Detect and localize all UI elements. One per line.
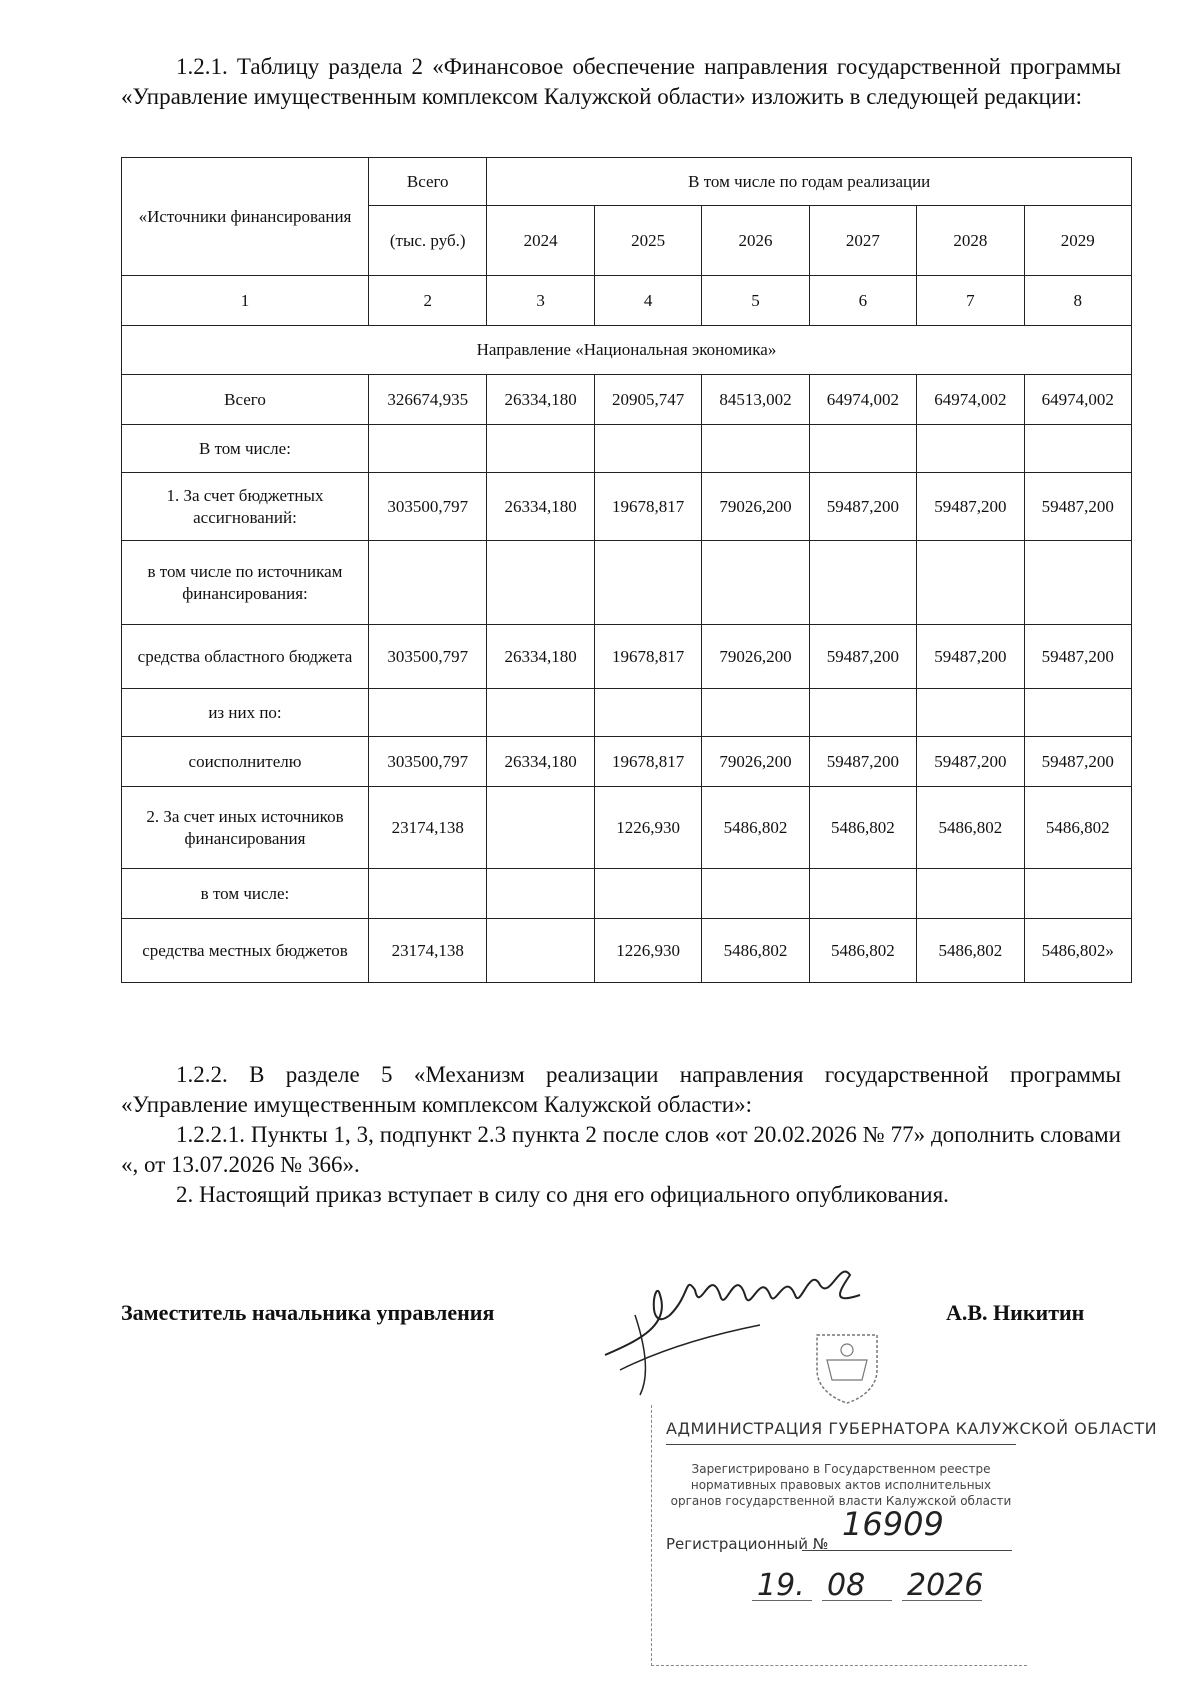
- header-year: 2029: [1024, 206, 1131, 276]
- table-row: [122, 473, 1132, 541]
- row-value: [917, 689, 1024, 737]
- financing-table: [121, 157, 1132, 983]
- header-year: 2027: [809, 206, 916, 276]
- column-number: 5: [702, 276, 809, 326]
- row-label: в том числе:: [122, 869, 369, 919]
- stamp-date-day: 19.: [757, 1568, 805, 1603]
- row-value: [1024, 689, 1131, 737]
- row-value: 59487,200: [809, 473, 916, 541]
- row-value: 59487,200: [917, 473, 1024, 541]
- row-value: 64974,002: [1024, 375, 1131, 425]
- row-value: 1226,930: [594, 787, 701, 869]
- row-value: [487, 869, 594, 919]
- header-year: 2026: [702, 206, 809, 276]
- row-value: 5486,802: [702, 919, 809, 983]
- header-sources: «Источники финансирования: [122, 158, 369, 276]
- row-value: 59487,200: [809, 625, 916, 689]
- table-row: [122, 425, 1132, 473]
- row-value: 26334,180: [487, 737, 594, 787]
- table-row: [122, 625, 1132, 689]
- row-value: 59487,200: [1024, 473, 1131, 541]
- row-value: 5486,802: [809, 787, 916, 869]
- row-value: 5486,802: [1024, 787, 1131, 869]
- row-value: 5486,802»: [1024, 919, 1131, 983]
- row-value: 59487,200: [1024, 625, 1131, 689]
- row-value: [917, 869, 1024, 919]
- row-value: [594, 689, 701, 737]
- row-label: из них по:: [122, 689, 369, 737]
- column-number: 2: [368, 276, 486, 326]
- row-value: 26334,180: [487, 375, 594, 425]
- row-value: 64974,002: [917, 375, 1024, 425]
- row-label: соисполнителю: [122, 737, 369, 787]
- row-value: 79026,200: [702, 473, 809, 541]
- row-value: [487, 689, 594, 737]
- signatory-name: А.В. Никитин: [946, 1300, 1085, 1325]
- row-value: 19678,817: [594, 625, 701, 689]
- table-row: [122, 541, 1132, 625]
- table-row: [122, 375, 1132, 425]
- row-value: [702, 425, 809, 473]
- row-value: 26334,180: [487, 625, 594, 689]
- row-value: 5486,802: [809, 919, 916, 983]
- row-value: 59487,200: [1024, 737, 1131, 787]
- stamp-date-line: [822, 1600, 892, 1601]
- row-value: 84513,002: [702, 375, 809, 425]
- paragraph-1-2-2: 1.2.2. В разделе 5 «Механизм реализации направления государственной программы «Управление имущественным комплексом Калужской области»:: [121, 1062, 1121, 1117]
- row-value: [487, 787, 594, 869]
- stamp-date-line: [752, 1600, 812, 1601]
- row-label: в том числе по источникам финансирования:: [122, 541, 369, 625]
- row-label: 2. За счет иных источников финансирования: [122, 787, 369, 869]
- row-value: [1024, 541, 1131, 625]
- row-value: 5486,802: [702, 787, 809, 869]
- stamp-reg-line: [802, 1550, 1012, 1551]
- row-value: [368, 689, 486, 737]
- row-value: 303500,797: [368, 737, 486, 787]
- row-value: 64974,002: [809, 375, 916, 425]
- stamp-date-line: [902, 1600, 982, 1601]
- table-row: [122, 869, 1132, 919]
- row-value: 1226,930: [594, 919, 701, 983]
- row-value: [1024, 425, 1131, 473]
- table-row: [122, 787, 1132, 869]
- table-header-row-1: [122, 158, 1132, 206]
- signatory-position: Заместитель начальника управления: [121, 1300, 495, 1325]
- row-value: 59487,200: [809, 737, 916, 787]
- header-total-unit: (тыс. руб.): [368, 206, 486, 276]
- row-value: 5486,802: [917, 919, 1024, 983]
- table-row: [122, 919, 1132, 983]
- row-value: [1024, 869, 1131, 919]
- row-label: средства областного бюджета: [122, 625, 369, 689]
- row-label: В том числе:: [122, 425, 369, 473]
- section-title-row: [122, 326, 1132, 375]
- row-value: 26334,180: [487, 473, 594, 541]
- row-value: [702, 541, 809, 625]
- row-value: 326674,935: [368, 375, 486, 425]
- row-value: [917, 541, 1024, 625]
- row-value: 19678,817: [594, 737, 701, 787]
- row-value: [809, 425, 916, 473]
- header-year: 2025: [594, 206, 701, 276]
- column-numbers-row: [122, 276, 1132, 326]
- header-years-group: В том числе по годам реализации: [487, 158, 1132, 206]
- row-value: [809, 689, 916, 737]
- row-value: [702, 869, 809, 919]
- row-value: 303500,797: [368, 473, 486, 541]
- stamp-title: АДМИНИСТРАЦИЯ ГУБЕРНАТОРА КАЛУЖСКОЙ ОБЛАСТИ: [666, 1419, 1016, 1445]
- paragraph-1-2-1: 1.2.1. Таблицу раздела 2 «Финансовое обеспечение направления государственной программы «Управление имущественным комплексом Калужской области» изложить в следующей редакции:: [121, 54, 1121, 109]
- stamp-date-month: 08: [827, 1568, 866, 1603]
- stamp-date-year: 2026: [907, 1568, 984, 1603]
- row-value: 59487,200: [917, 737, 1024, 787]
- table-row: [122, 737, 1132, 787]
- row-value: 23174,138: [368, 919, 486, 983]
- stamp-text: Зарегистрировано в Государственном реестре нормативных правовых актов исполнительных органов государственной власти Калужской области: [670, 1462, 1012, 1508]
- row-value: [917, 425, 1024, 473]
- stamp-reg-label: Регистрационный №: [666, 1535, 829, 1553]
- row-value: [594, 425, 701, 473]
- row-value: 5486,802: [917, 787, 1024, 869]
- row-label: средства местных бюджетов: [122, 919, 369, 983]
- paragraph-2: 2. Настоящий приказ вступает в силу со дня его официального опубликования.: [176, 1182, 949, 1207]
- row-value: [487, 425, 594, 473]
- paragraph-1-2-2-1: 1.2.2.1. Пункты 1, 3, подпункт 2.3 пункта 2 после слов «от 20.02.2026 № 77» дополнить словами «, от 13.07.2026 № 366».: [121, 1122, 1121, 1177]
- row-value: 79026,200: [702, 737, 809, 787]
- stamp-reg-number: 16909: [842, 1505, 944, 1543]
- column-number: 7: [917, 276, 1024, 326]
- row-value: [594, 541, 701, 625]
- row-label: Всего: [122, 375, 369, 425]
- row-label: 1. За счет бюджетных ассигнований:: [122, 473, 369, 541]
- header-year: 2028: [917, 206, 1024, 276]
- row-value: [594, 869, 701, 919]
- column-number: 4: [594, 276, 701, 326]
- section-title: Направление «Национальная экономика»: [122, 326, 1132, 375]
- row-value: 59487,200: [917, 625, 1024, 689]
- column-number: 8: [1024, 276, 1131, 326]
- row-value: [487, 919, 594, 983]
- coat-of-arms-icon: [812, 1325, 882, 1405]
- header-total: Всего: [368, 158, 486, 206]
- row-value: 23174,138: [368, 787, 486, 869]
- row-value: [368, 541, 486, 625]
- row-value: 20905,747: [594, 375, 701, 425]
- row-value: [368, 869, 486, 919]
- row-value: [809, 869, 916, 919]
- row-value: [809, 541, 916, 625]
- row-value: [487, 541, 594, 625]
- table-row: [122, 689, 1132, 737]
- column-number: 1: [122, 276, 369, 326]
- registration-stamp: [651, 1405, 1158, 1666]
- column-number: 6: [809, 276, 916, 326]
- row-value: 79026,200: [702, 625, 809, 689]
- column-number: 3: [487, 276, 594, 326]
- row-value: [702, 689, 809, 737]
- row-value: [368, 425, 486, 473]
- row-value: 19678,817: [594, 473, 701, 541]
- row-value: 303500,797: [368, 625, 486, 689]
- header-year: 2024: [487, 206, 594, 276]
